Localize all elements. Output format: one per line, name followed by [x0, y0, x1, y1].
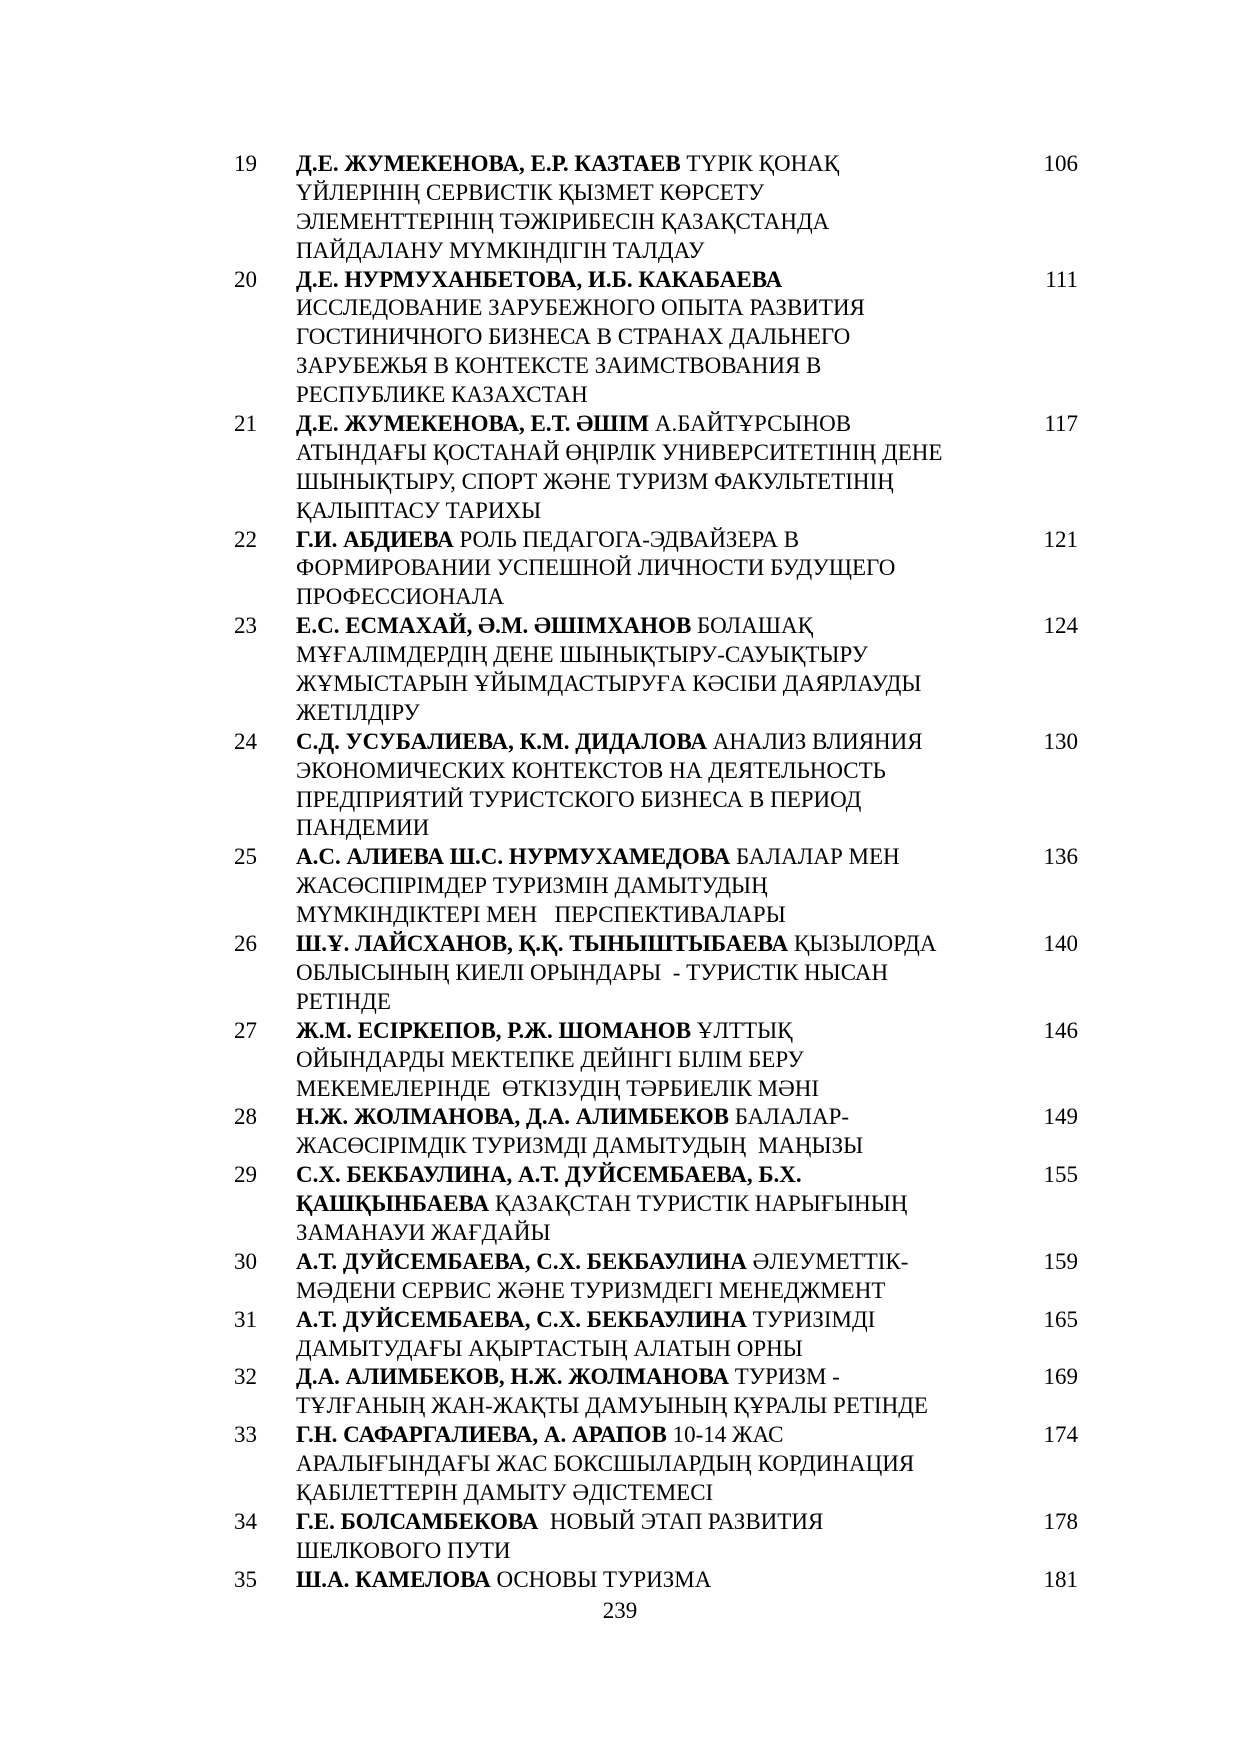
- entry-text: [296, 526, 1010, 613]
- entry-page: 124: [1043, 613, 1078, 639]
- entry-line: [296, 728, 1010, 757]
- entry-authors: А.Т. ДУЙСЕМБАЕВА, С.Х. БЕКБАУЛИНА: [296, 1248, 747, 1274]
- entry-line: [296, 670, 1010, 699]
- entry-title: ОЙЫНДАРДЫ МЕКТЕПКЕ ДЕЙІНГІ БІЛІМ БЕРУ: [296, 1046, 804, 1072]
- entry-text: [296, 410, 1010, 526]
- entry-page: 146: [1043, 1017, 1078, 1043]
- entry-title: ЭЛЕМЕНТТЕРІНІҢ ТӘЖІРИБЕСІН ҚАЗАҚСТАНДА: [296, 208, 830, 234]
- entry-text: [296, 1248, 1010, 1306]
- entry-line: [296, 1017, 1010, 1046]
- entry-title: ОБЛЫСЫНЫҢ КИЕЛІ ОРЫНДАРЫ - ТУРИСТІК НЫСАН: [296, 959, 889, 985]
- entry-text: [296, 1017, 1010, 1104]
- entry-title: БАЛАЛАР МЕН: [730, 844, 900, 870]
- entry-authors: Ш.А. КАМЕЛОВА: [296, 1566, 491, 1592]
- entry-title: АТЫНДАҒЫ ҚОСТАНАЙ ӨҢІРЛІК УНИВЕРСИТЕТІНІҢ ДЕНЕ: [296, 439, 943, 465]
- entry-page: 178: [1043, 1508, 1078, 1534]
- entry-authors: Н.Ж. ЖОЛМАНОВА, Д.А. АЛИМБЕКОВ: [296, 1104, 729, 1130]
- entry-line: [296, 641, 1010, 670]
- entry-page: 106: [1043, 151, 1078, 176]
- entry-page: 140: [1043, 931, 1078, 957]
- entry-line: [296, 266, 1010, 295]
- entry-authors: Ш.Ұ. ЛАЙСХАНОВ, Қ.Қ. ТЫНЫШТЫБАЕВА: [296, 931, 789, 957]
- entry-line: [296, 901, 1010, 930]
- entry-title: РЕТІНДЕ: [296, 988, 391, 1014]
- page-number: 239: [602, 1598, 638, 1623]
- toc-entry: [0, 1363, 1240, 1421]
- entry-page: 165: [1043, 1306, 1078, 1332]
- entry-page: 169: [1043, 1364, 1078, 1390]
- toc-entry: [0, 1103, 1240, 1161]
- entry-line: [296, 1103, 1010, 1132]
- entry-line: [296, 1335, 1010, 1364]
- entry-authors: Д.Е. НУРМУХАНБЕТОВА, И.Б. КАКАБАЕВА: [296, 266, 783, 292]
- entry-line: [296, 554, 1010, 583]
- entry-text: [296, 1103, 1010, 1161]
- entry-authors: Е.С. ЕСМАХАЙ, Ә.М. ӘШІМХАНОВ: [296, 613, 692, 639]
- entry-line: [296, 410, 1010, 439]
- entry-title: ТУРИЗІМДІ: [746, 1306, 876, 1332]
- toc-entry: [0, 526, 1240, 613]
- entry-text: [296, 728, 1010, 844]
- entry-line: [296, 526, 1010, 555]
- entry-title: ДАМЫТУДАҒЫ АҚЫРТАСТЫҢ АЛАТЫН ОРНЫ: [296, 1335, 803, 1361]
- entry-line: [296, 323, 1010, 352]
- entry-line: [296, 381, 1010, 410]
- entry-line: [296, 872, 1010, 901]
- entry-title: БОЛАШАҚ: [691, 613, 813, 639]
- toc-entry: [0, 266, 1240, 410]
- entry-line: [296, 699, 1010, 728]
- entry-title: ГОСТИНИЧНОГО БИЗНЕСА В СТРАНАХ ДАЛЬНЕГО: [296, 324, 851, 350]
- entry-number: 22: [234, 526, 257, 552]
- entry-line: [296, 843, 1010, 872]
- entry-line: [296, 497, 1010, 526]
- entry-title: ШЕЛКОВОГО ПУТИ: [296, 1537, 511, 1563]
- entry-text: [296, 930, 1010, 1017]
- entry-title: АРАЛЫҒЫНДАҒЫ ЖАС БОКСШЫЛАРДЫҢ КОРДИНАЦИЯ: [296, 1451, 915, 1477]
- entry-title: ТҮРІК ҚОНАҚ: [680, 151, 840, 176]
- entry-text: [296, 612, 1010, 728]
- entry-text: [296, 1306, 1010, 1364]
- entry-number: 21: [234, 411, 257, 437]
- entry-title: ҚЫЗЫЛОРДА: [788, 931, 937, 957]
- entry-line: [296, 1537, 1010, 1566]
- entry-line: [296, 1508, 1010, 1537]
- entry-line: [296, 1277, 1010, 1306]
- entry-text: [296, 1421, 1010, 1508]
- entry-authors: Г.Е. БОЛСАМБЕКОВА: [296, 1508, 539, 1534]
- entry-page: 159: [1043, 1248, 1078, 1274]
- entry-number: 32: [234, 1364, 257, 1390]
- entry-text: [296, 843, 1010, 930]
- entry-title: МЕКЕМЕЛЕРІНДЕ ӨТКІЗУДІҢ ТӘРБИЕЛІК МӘНІ: [296, 1075, 820, 1101]
- entry-title: 10-14 ЖАС: [666, 1422, 784, 1448]
- entry-line: [296, 757, 1010, 786]
- entry-title: ПАНДЕМИИ: [296, 815, 430, 841]
- entry-title: БАЛАЛАР-: [728, 1104, 850, 1130]
- entry-number: 25: [234, 844, 257, 870]
- entry-title: ТУРИЗМ -: [728, 1364, 840, 1390]
- entry-title: МҮМКІНДІКТЕРІ МЕН ПЕРСПЕКТИВАЛАРЫ: [296, 902, 786, 928]
- entry-page: 149: [1043, 1104, 1078, 1130]
- entry-page: 155: [1043, 1162, 1078, 1188]
- entry-title: РЕСПУБЛИКЕ КАЗАХСТАН: [296, 382, 588, 408]
- entry-number: 29: [234, 1162, 257, 1188]
- entry-title: ҚАЛЫПТАСУ ТАРИХЫ: [296, 497, 542, 523]
- toc-entry: [0, 612, 1240, 728]
- entry-text: [296, 1508, 1010, 1566]
- entry-page: 111: [1045, 266, 1078, 292]
- entry-number: 31: [234, 1306, 257, 1332]
- entry-line: [296, 959, 1010, 988]
- entry-title: ЗАРУБЕЖЬЯ В КОНТЕКСТЕ ЗАИМСТВОВАНИЯ В: [296, 353, 822, 379]
- entry-line: [296, 814, 1010, 843]
- entry-number: 33: [234, 1422, 257, 1448]
- entry-authors: Г.Н. САФАРГАЛИЕВА, А. АРАПОВ: [296, 1422, 667, 1448]
- entry-line: [296, 439, 1010, 468]
- entry-title: МӘДЕНИ СЕРВИС ЖӘНЕ ТУРИЗМДЕГІ МЕНЕДЖМЕНТ: [296, 1277, 886, 1303]
- entry-line: [296, 294, 1010, 323]
- entry-line: [296, 1421, 1010, 1450]
- entry-line: [296, 1161, 1010, 1190]
- entry-title: ӘЛЕУМЕТТІК-: [746, 1248, 909, 1274]
- entry-title: ЖҰМЫСТАРЫН ҰЙЫМДАСТЫРУҒА КӘСІБИ ДАЯРЛАУДЫ: [296, 671, 922, 697]
- entry-text: [296, 1363, 1010, 1421]
- entry-line: [296, 1363, 1010, 1392]
- entry-authors: С.Х. БЕКБАУЛИНА, А.Т. ДУЙСЕМБАЕВА, Б.Х.: [296, 1162, 802, 1188]
- entry-title: НОВЫЙ ЭТАП РАЗВИТИЯ: [538, 1508, 824, 1534]
- entry-authors: С.Д. УСУБАЛИЕВА, К.М. ДИДАЛОВА: [296, 728, 707, 754]
- entry-page: 117: [1044, 411, 1078, 437]
- entry-number: 30: [234, 1248, 257, 1274]
- entry-title: ЖАСӨСІРІМДІК ТУРИЗМДІ ДАМЫТУДЫҢ МАҢЫЗЫ: [296, 1133, 864, 1159]
- toc-entry: [0, 150, 1240, 266]
- entry-authors: Д.А. АЛИМБЕКОВ, Н.Ж. ЖОЛМАНОВА: [296, 1364, 729, 1390]
- entry-line: [296, 179, 1010, 208]
- entry-line: [296, 468, 1010, 497]
- toc-entry: [0, 1421, 1240, 1508]
- entry-line: [296, 1248, 1010, 1277]
- entry-line: [296, 150, 1010, 179]
- entry-authors: А.С. АЛИЕВА Ш.С. НУРМУХАМЕДОВА: [296, 844, 731, 870]
- entry-number: 35: [234, 1566, 257, 1592]
- entry-text: [296, 1161, 1010, 1248]
- entry-line: [296, 208, 1010, 237]
- entry-page: 181: [1043, 1566, 1078, 1592]
- entry-line: [296, 1306, 1010, 1335]
- entry-number: 34: [234, 1508, 257, 1534]
- entry-line: [296, 1392, 1010, 1421]
- entry-title: РОЛЬ ПЕДАГОГА-ЭДВАЙЗЕРА В: [453, 526, 800, 552]
- entry-line: [296, 1450, 1010, 1479]
- entry-number: 27: [234, 1017, 257, 1043]
- toc-entry: [0, 1161, 1240, 1248]
- toc-entry: [0, 1306, 1240, 1364]
- entry-number: 24: [234, 728, 257, 754]
- entry-title: ҚАЗАҚСТАН ТУРИСТІК НАРЫҒЫНЫҢ: [489, 1191, 908, 1217]
- entry-line: [296, 583, 1010, 612]
- entry-title: ПРОФЕССИОНАЛА: [296, 584, 505, 610]
- entry-line: [296, 988, 1010, 1017]
- entry-number: 28: [234, 1104, 257, 1130]
- entry-line: [296, 1075, 1010, 1104]
- entry-line: [296, 1046, 1010, 1075]
- entry-page: 136: [1043, 844, 1078, 870]
- toc-entry: [0, 1566, 1240, 1595]
- toc-entry: [0, 728, 1240, 844]
- toc-entry: [0, 410, 1240, 526]
- entry-line: [296, 1219, 1010, 1248]
- entry-authors: Д.Е. ЖУМЕКЕНОВА, Е.Р. КАЗТАЕВ: [296, 151, 681, 176]
- entry-title: ЖАСӨСПІРІМДЕР ТУРИЗМІН ДАМЫТУДЫҢ: [296, 873, 768, 899]
- entry-title: ҰЛТТЫҚ: [691, 1017, 793, 1043]
- entry-title: ОСНОВЫ ТУРИЗМА: [490, 1566, 712, 1592]
- entry-number: 26: [234, 931, 257, 957]
- entry-title: ИССЛЕДОВАНИЕ ЗАРУБЕЖНОГО ОПЫТА РАЗВИТИЯ: [296, 295, 865, 321]
- toc-entry: [0, 843, 1240, 930]
- entry-line: [296, 1566, 1010, 1595]
- toc-entry: [0, 930, 1240, 1017]
- entry-title: ЖЕТІЛДІРУ: [296, 699, 420, 725]
- entry-title: ШЫНЫҚТЫРУ, СПОРТ ЖӘНЕ ТУРИЗМ ФАКУЛЬТЕТІНІҢ: [296, 468, 894, 494]
- entry-authors: Г.И. АБДИЕВА: [296, 526, 454, 552]
- entry-number: 20: [234, 266, 257, 292]
- entry-line: [296, 612, 1010, 641]
- entry-line: [296, 786, 1010, 815]
- entry-line: [296, 1190, 1010, 1219]
- entry-title: ЭКОНОМИЧЕСКИХ КОНТЕКСТОВ НА ДЕЯТЕЛЬНОСТЬ: [296, 757, 886, 783]
- entry-title: ТҰЛҒАНЫҢ ЖАН-ЖАҚТЫ ДАМУЫНЫҢ ҚҰРАЛЫ РЕТІНДЕ: [296, 1393, 928, 1419]
- entry-line: [296, 237, 1010, 266]
- entry-authors: Ж.М. ЕСІРКЕПОВ, Р.Ж. ШОМАНОВ: [296, 1017, 692, 1043]
- entry-text: [296, 1566, 1010, 1595]
- entry-line: [296, 1479, 1010, 1508]
- entry-title: МҰҒАЛІМДЕРДІҢ ДЕНЕ ШЫНЫҚТЫРУ-САУЫҚТЫРУ: [296, 642, 868, 668]
- entry-page: 130: [1043, 728, 1078, 754]
- entry-line: [296, 1132, 1010, 1161]
- entry-title: АНАЛИЗ ВЛИЯНИЯ: [706, 728, 923, 754]
- entry-title: ПАЙДАЛАНУ МҮМКІНДІГІН ТАЛДАУ: [296, 237, 705, 263]
- entry-title: ҚАБІЛЕТТЕРІН ДАМЫТУ ӘДІСТЕМЕСІ: [296, 1479, 714, 1505]
- entry-number: 23: [234, 613, 257, 639]
- entry-text: [296, 150, 1010, 266]
- table-of-contents: [0, 150, 1240, 1595]
- entry-title: А.БАЙТҰРСЫНОВ: [649, 411, 852, 437]
- entry-title: ҮЙЛЕРІНІҢ СЕРВИСТІК ҚЫЗМЕТ КӨРСЕТУ: [296, 179, 765, 205]
- entry-title: ФОРМИРОВАНИИ УСПЕШНОЙ ЛИЧНОСТИ БУДУЩЕГО: [296, 555, 896, 581]
- entry-page: 121: [1043, 526, 1078, 552]
- entry-page: 174: [1043, 1422, 1078, 1448]
- entry-authors: ҚАШҚЫНБАЕВА: [296, 1191, 490, 1217]
- entry-line: [296, 930, 1010, 959]
- entry-number: 19: [234, 151, 257, 176]
- toc-entry: [0, 1248, 1240, 1306]
- entry-line: [296, 352, 1010, 381]
- entry-authors: А.Т. ДУЙСЕМБАЕВА, С.Х. БЕКБАУЛИНА: [296, 1306, 747, 1332]
- toc-entry: [0, 1508, 1240, 1566]
- entry-title: ЗАМАНАУИ ЖАҒДАЙЫ: [296, 1219, 551, 1245]
- entry-authors: Д.Е. ЖУМЕКЕНОВА, Е.Т. ӘШІМ: [296, 411, 650, 437]
- toc-entry: [0, 1017, 1240, 1104]
- entry-text: [296, 266, 1010, 410]
- entry-title: ПРЕДПРИЯТИЙ ТУРИСТСКОГО БИЗНЕСА В ПЕРИОД: [296, 786, 862, 812]
